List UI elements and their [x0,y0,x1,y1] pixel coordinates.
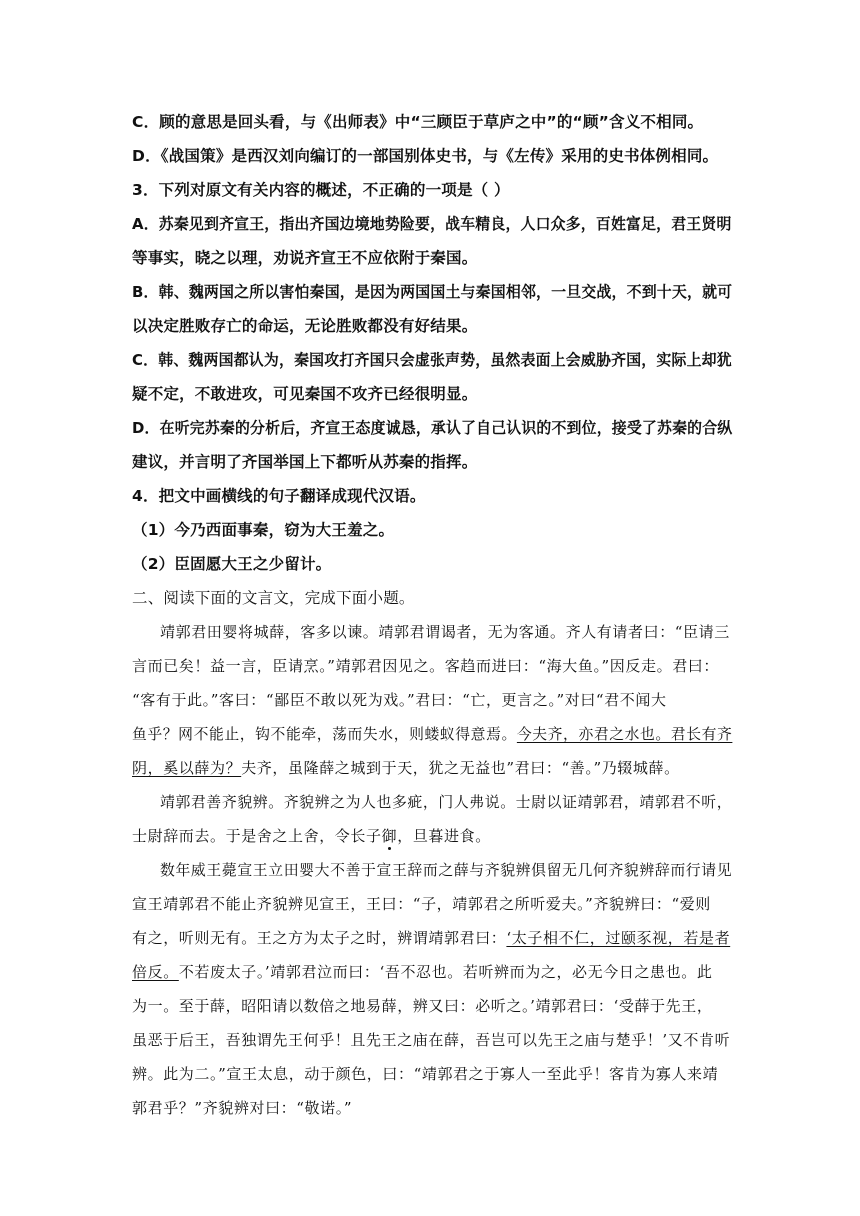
section-heading: 二、阅读下面的文言文，完成下面小题。 [132,589,415,607]
underlined-sentence: 倍反。 [132,963,179,981]
q3-option-c-line2: 疑不定，不敢进攻，可见秦国不攻齐已经很明显。 [132,385,478,403]
q4-stem: 4．把文中画横线的句子翻译成现代汉语。 [132,487,426,505]
q3-option-c-line1: C．韩、魏两国都认为，秦国攻打齐国只会虚张声势，虽然表面上会威胁齐国，实际上却犹 [132,351,732,369]
q3-option-d-line1: D．在听完苏秦的分析后，齐宣王态度诚恳，承认了自己认识的不到位，接受了苏秦的合纵 [132,419,733,437]
q4-sentence-2: （2）臣固愿大王之少留计。 [132,555,332,573]
passage-text: 不若废太子。’靖郭君泣而曰：‘吾不忍也。若听辨而为之，必无今日之患也。此 [178,963,713,981]
passage-p3-line4 [132,962,712,982]
passage-text: ，旦暮进食。 [397,827,491,845]
passage-p3-line6: 虽恶于后王，吾独谓先王何乎！且先王之庙在薛，吾岂可以先王之庙与楚乎！’又不肯听 [132,1031,731,1049]
passage-p1-line1: 靖郭君田婴将城薛，客多以谏。靖郭君谓谒者，无为客通。齐人有请者曰：“臣请三 [160,623,730,641]
q2-option-c: C．顾的意思是回头看，与《出师表》中“三顾臣于草庐之中”的“顾”含义不相同。 [132,113,704,131]
q3-option-a-line1: A．苏秦见到齐宣王，指出齐国边境地势险要，战车精良，人口众多，百姓富足，君王贤明 [132,215,732,233]
passage-text: 士尉辞而去。于是舍之上舍，令长子 [132,827,382,845]
underlined-sentence: 阴，奚以薛为？ [132,759,242,777]
passage-text: 夫齐，虽隆薛之城到于天，犹之无益也”君曰：“善。”乃辍城薛。 [241,759,680,777]
q3-option-d-line2: 建议，并言明了齐国举国上下都听从苏秦的指挥。 [132,453,478,471]
q4-sentence-1: （1）今乃西面事秦，窃为大王羞之。 [132,521,395,539]
dotted-character: 御 [381,827,398,845]
passage-p3-line5: 为一。至于薛，昭阳请以数倍之地易薛，辨又曰：必听之。’靖郭君曰：‘受薛于先王， [132,997,713,1015]
passage-p2-line1: 靖郭君善齐貌辨。齐貌辨之为人也多疵，门人弗说。士尉以证靖郭君，靖郭君不听， [160,793,733,811]
passage-p3-line7: 辨。此为二。”宣王太息，动于颜色，曰：“靖郭君之于寡人一至此乎！客肯为寡人来靖 [132,1065,719,1083]
passage-p3-line1: 数年威王薨宣王立田婴大不善于宣王辞而之薛与齐貌辨俱留无几何齐貌辨辞而行请见 [160,861,733,879]
passage-p1-line4 [132,724,732,744]
underlined-sentence: ‘太子相不仁，过颐豕视，若是者 [506,929,731,947]
passage-p3-line8: 郭君乎？”齐貌辨对曰：“敬诺。” [132,1099,353,1117]
passage-text: 鱼乎？网不能止，钩不能牵，荡而失水，则蝼蚁得意焉。 [132,725,517,743]
passage-p1-line5 [132,758,680,778]
q3-option-b-line2: 以决定胜败存亡的命运，无论胜败都没有好结果。 [132,317,478,335]
q3-option-b-line1: B．韩、魏两国之所以害怕秦国，是因为两国国土与秦国相邻，一旦交战，不到十天，就可 [132,283,733,301]
passage-p1-line2: 言而已矣！益一言，臣请烹。”靖郭君因见之。客趋而进曰：“海大鱼。”因反走。君曰： [132,657,720,675]
passage-text: 有之，听则无有。王之方为太子之时，辨谓靖郭君曰： [132,929,507,947]
passage-p3-line3 [132,928,730,948]
q3-stem: 3．下列对原文有关内容的概述，不正确的一项是（ ） [132,181,510,199]
q2-option-d: D．《战国策》是西汉刘向编订的一部国别体史书，与《左传》采用的史书体例相同。 [132,147,719,165]
passage-p3-line2: 宣王靖郭君不能止齐貌辨见宣王，王曰：“子，靖郭君之所听爱夫。”齐貌辨曰：“爱则 [132,895,711,913]
passage-p2-line2 [132,826,491,846]
q3-option-a-line2: 等事实，晓之以理，劝说齐宣王不应依附于秦国。 [132,249,478,267]
passage-p1-line3: “客有于此。”客曰：“鄙臣不敢以死为戏。”君曰：“亡，更言之。”对曰“君不闻大 [132,691,667,709]
underlined-sentence: 今夫齐，亦君之水也。君长有齐 [516,725,733,743]
